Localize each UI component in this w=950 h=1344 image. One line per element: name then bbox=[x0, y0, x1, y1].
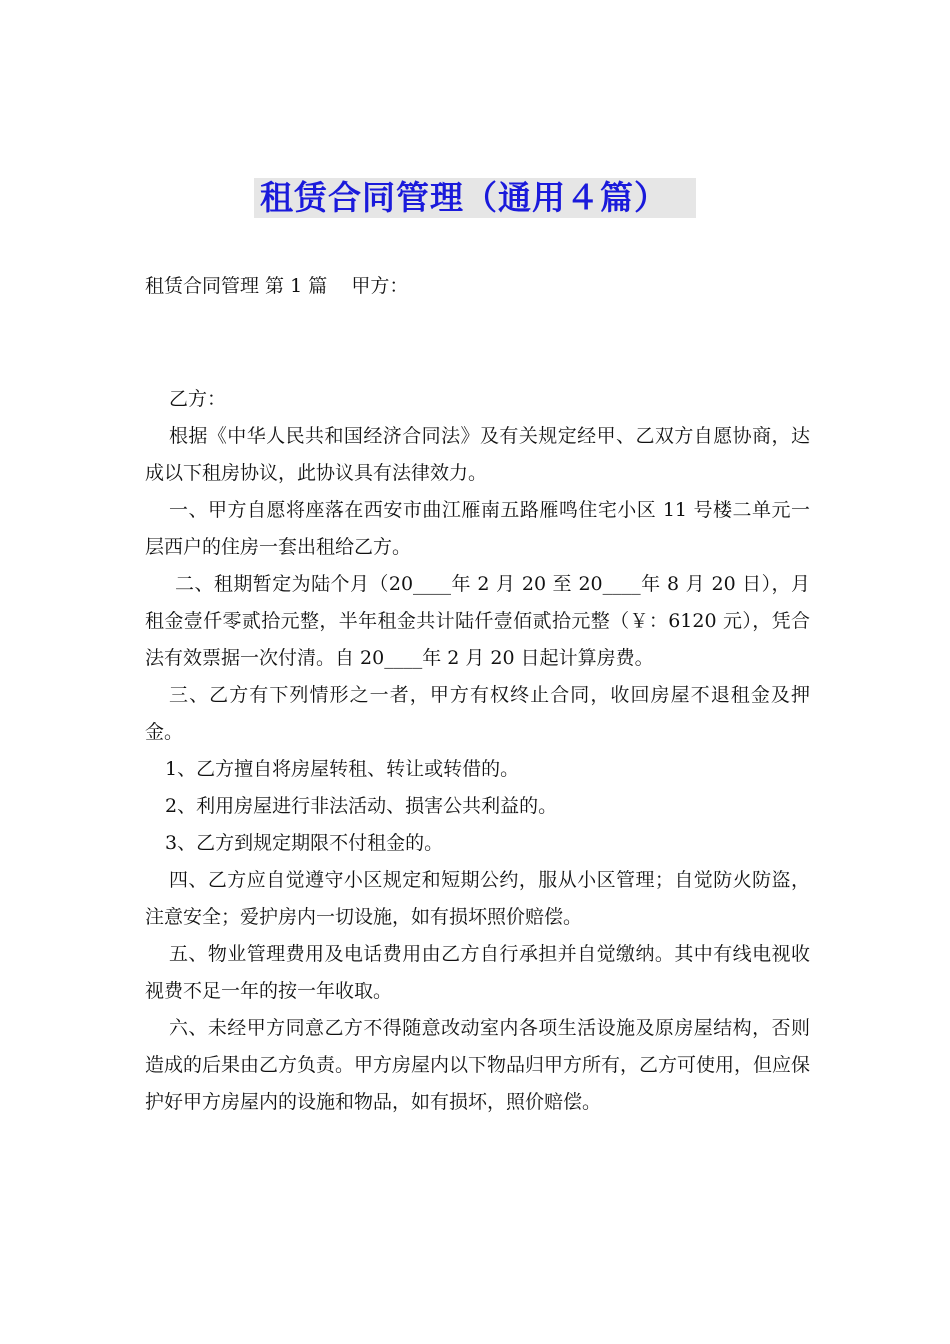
clause-6: 六、未经甲方同意乙方不得随意改动室内各项生活设施及原房屋结构，否则造成的后果由乙方负责。甲方房屋内以下物品归甲方所有，乙方可使用，但应保护好甲方房屋内的设施和物品，如有损坏，照价赔偿。 bbox=[145, 1017, 811, 1113]
clause-3-item-2: 2、利用房屋进行非法活动、损害公共利益的。 bbox=[165, 795, 558, 817]
party-b-line: 乙方： bbox=[169, 388, 227, 410]
preamble-paragraph: 根据《中华人民共和国经济合同法》及有关规定经甲、乙双方自愿协商，达成以下租房协议，此协议具有法律效力。 bbox=[145, 425, 810, 484]
clause-4: 四、乙方应自觉遵守小区规定和短期公约，服从小区管理；自觉防火防盗，注意安全；爱护房内一切设施，如有损坏照价赔偿。 bbox=[145, 869, 810, 928]
contract-body bbox=[145, 381, 810, 1121]
section-subhead: 租赁合同管理 第 1 篇 甲方： bbox=[145, 275, 409, 297]
title-container bbox=[0, 178, 950, 218]
clause-1: 一、甲方自愿将座落在西安市曲江雁南五路雁鸣住宅小区 11 号楼二单元一层西户的住房一套出租给乙方。 bbox=[145, 499, 810, 558]
document-title: 租赁合同管理（通用４篇） bbox=[254, 178, 696, 218]
clause-2: 二、租期暂定为陆个月（20____年 2 月 20 至 20____年 8 月 20 日），月租金壹仟零贰拾元整，半年租金共计陆仟壹佰贰拾元整（￥：6120 元），凭合法有效票据一次付清。自 20____年 2 月 20 日起计算房费。 bbox=[145, 573, 810, 669]
clause-3: 三、乙方有下列情形之一者，甲方有权终止合同，收回房屋不退租金及押金。 bbox=[145, 684, 810, 743]
clause-3-item-1: 1、乙方擅自将房屋转租、转让或转借的。 bbox=[165, 758, 520, 780]
clause-5: 五、物业管理费用及电话费用由乙方自行承担并自觉缴纳。其中有线电视收视费不足一年的按一年收取。 bbox=[145, 943, 810, 1002]
clause-3-item-3: 3、乙方到规定期限不付租金的。 bbox=[165, 832, 444, 854]
